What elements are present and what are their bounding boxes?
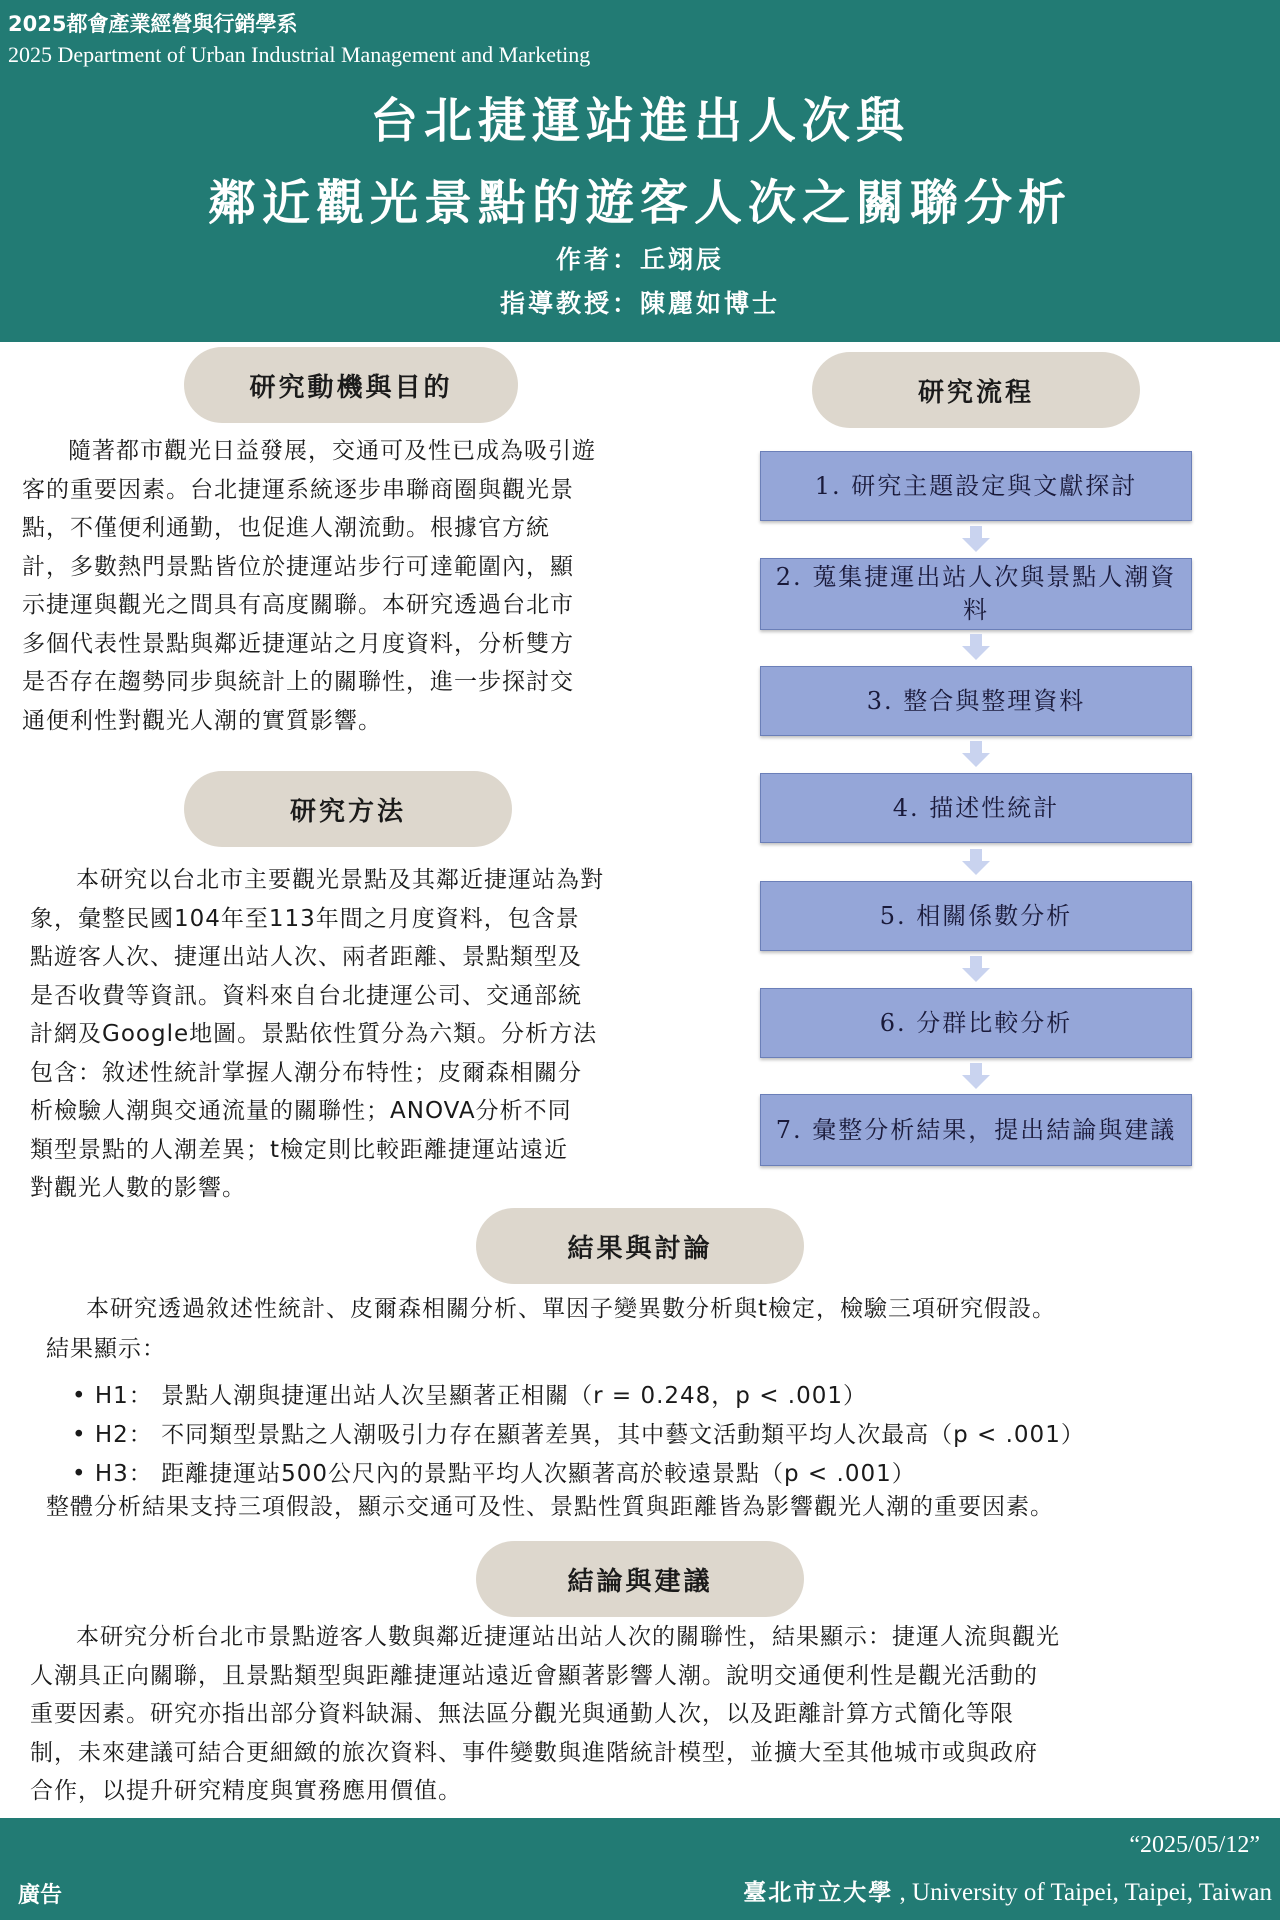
process-step-5: 5. 相關係數分析 [760,881,1192,951]
process-step-4: 4. 描述性統計 [760,773,1192,843]
process-step-3: 3. 整合與整理資料 [760,666,1192,736]
method-line: 對觀光人數的影響。 [30,1175,246,1201]
process-step-6: 6. 分群比較分析 [760,988,1192,1058]
poster-title-line2: 鄰近觀光景點的遊客人次之關聯分析 [207,175,1072,231]
motivation-line: 點，不僅便利通勤，也促進人潮流動。根據官方統 [22,515,550,541]
university-name-chinese: 臺北市立大學 [743,1880,894,1906]
motivation-line: 示捷運與觀光之間具有高度關聯。本研究透過台北市 [22,592,574,618]
university-name [743,1874,1272,1907]
motivation-line: 是否存在趨勢同步與統計上的關聯性，進一步探討交 [22,669,574,695]
department-english: 2025 Department of Urban Industrial Management and Marketing [8,42,591,67]
down-arrow-icon [962,956,990,982]
results-heading: 結果與討論 [476,1208,804,1284]
method-line: 類型景點的人潮差異；t檢定則比較距離捷運站遠近 [30,1136,569,1163]
hypothesis-h1: • H1： 景點人潮與捷運出站人次呈顯著正相關（r = 0.248，p < .001） [72,1383,868,1409]
motivation-line: 計，多數熱門景點皆位於捷運站步行可達範圍內，顯 [22,553,574,580]
conclusion-line: 本研究分析台北市景點遊客人數與鄰近捷運站出站人次的關聯性，結果顯示：捷運人流與觀光 [76,1624,1060,1650]
conclusion-line: 合作，以提升研究精度與實務應用價值。 [30,1778,462,1804]
method-line: 本研究以台北市主要觀光景點及其鄰近捷運站為對 [76,867,604,893]
down-arrow-icon [962,849,990,875]
results-intro: 本研究透過敘述性統計、皮爾森相關分析、單因子變異數分析與t檢定，檢驗三項研究假設。 [86,1296,1057,1322]
hypothesis-h3: • H3： 距離捷運站500公尺內的景點平均人次顯著高於較遠景點（p < .001） [72,1461,916,1487]
down-arrow-icon [962,741,990,767]
method-line: 包含：敘述性統計掌握人潮分布特性；皮爾森相關分 [30,1059,582,1086]
method-line: 象，彙整民國104年至113年間之月度資料，包含景 [30,905,580,932]
results-summary: 整體分析結果支持三項假設，顯示交通可及性、景點性質與距離皆為影響觀光人潮的重要因素。 [46,1494,1054,1520]
author: 作者：丘翊辰 [555,245,724,274]
down-arrow-icon [962,1063,990,1089]
process-step-2: 2. 蒐集捷運出站人次與景點人潮資料 [760,558,1192,630]
footer-banner [0,1818,1280,1920]
conclusion-line: 重要因素。研究亦指出部分資料缺漏、無法區分觀光與通勤人次，以及距離計算方式簡化等限 [30,1701,1014,1727]
advisor: 指導教授：陳麗如博士 [499,289,780,318]
down-arrow-icon [962,526,990,552]
conclusion-line: 人潮具正向關聯，且景點類型與距離捷運站遠近會顯著影響人潮。說明交通便利性是觀光活動的 [30,1662,1038,1689]
method-line: 析檢驗人潮與交通流量的關聯性；ANOVA分析不同 [30,1098,572,1124]
motivation-line: 多個代表性景點與鄰近捷運站之月度資料，分析雙方 [22,630,574,657]
hypothesis-h2: • H2： 不同類型景點之人潮吸引力存在顯著差異，其中藝文活動類平均人次最高（p < .001） [72,1422,1085,1448]
method-line: 是否收費等資訊。資料來自台北捷運公司、交通部統 [30,982,582,1009]
conclusion-text [30,1618,1270,1811]
motivation-text [22,432,678,740]
university-name-english: , University of Taipei, Taipei, Taiwan [893,1879,1272,1906]
method-heading: 研究方法 [184,771,512,847]
process-heading: 研究流程 [812,352,1140,428]
poster-date: “2025/05/12” [1129,1832,1260,1858]
conclusion-heading: 結論與建議 [476,1541,804,1617]
process-step-1: 1. 研究主題設定與文獻探討 [760,451,1192,521]
down-arrow-icon [962,634,990,660]
conclusion-line: 制，未來建議可結合更細緻的旅次資料、事件變數與進階統計模型，並擴大至其他城市或與政府 [30,1739,1038,1766]
method-text [30,861,686,1208]
motivation-line: 通便利性對觀光人潮的實質影響。 [22,707,382,734]
motivation-heading: 研究動機與目的 [184,347,518,423]
method-line: 點遊客人次、捷運出站人次、兩者距離、景點類型及 [30,944,582,970]
process-step-7: 7. 彙整分析結果，提出結論與建議 [760,1094,1192,1166]
poster-title-line1: 台北捷運站進出人次與 [369,93,910,149]
motivation-line: 隨著都市觀光日益發展，交通可及性已成為吸引遊 [68,438,596,464]
department-chinese: 2025都會產業經營與行銷學系 [8,12,298,36]
header-banner [0,0,1280,342]
method-line: 計網及Google地圖。景點依性質分為六類。分析方法 [30,1021,598,1047]
motivation-line: 客的重要因素。台北捷運系統逐步串聯商圈與觀光景 [22,476,574,503]
advertisement-label: 廣告 [18,1883,63,1908]
results-intro-label: 結果顯示： [46,1336,166,1362]
